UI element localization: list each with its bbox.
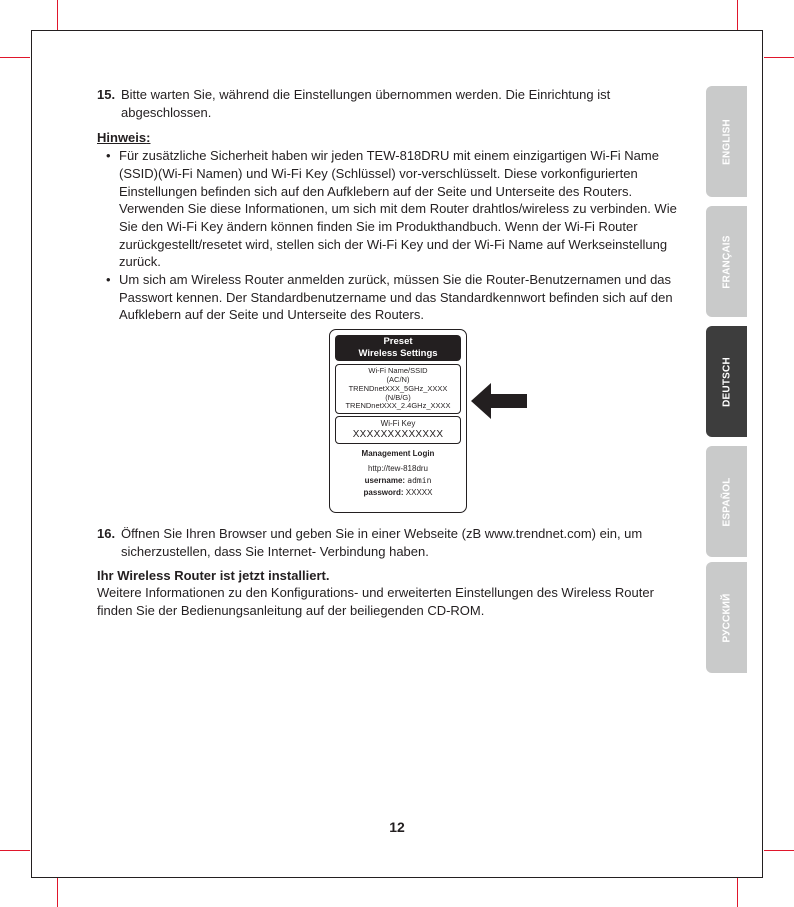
sticker-header: Preset Wireless Settings xyxy=(335,335,461,361)
bullet-line: zurückgestellt/resetet wird, stellen sich der Wi-Fi Key und der Wi-Fi Name auf Werkseinstellung xyxy=(119,236,668,252)
bullet-line: Verwenden Sie diese Informationen, um sich mit dem Router drahtlos/wireless zu verbinden. Wie xyxy=(119,201,677,217)
page-content xyxy=(97,86,697,620)
wifi-name-box: Wi-Fi Name/SSID (AC/N) TRENDnetXXX_5GHz_XXXX (N/B/G) TRENDnetXXX_2.4GHz_XXXX xyxy=(335,364,461,414)
bullet-line: zurück. xyxy=(119,254,161,270)
page-number: 12 xyxy=(389,819,405,835)
bullet-line: Für zusätzliche Sicherheit haben wir jeden TEW-818DRU mit einem einzigartigen Wi-Fi Name xyxy=(119,148,659,164)
info-line: Weitere Informationen zu den Konfigurations- und erweiterten Einstellungen des Wireless Router xyxy=(97,585,654,601)
hint-heading: Hinweis: xyxy=(97,130,151,146)
bullet-line: Einstellungen befinden sich auf den Aufklebern auf der Seite und Unterseite des Routers. xyxy=(119,183,633,199)
bullet-icon: • xyxy=(106,148,111,164)
crop-mark xyxy=(57,877,58,907)
hint-bullet-1 xyxy=(97,147,697,271)
wifi-key-box: Wi-Fi Key XXXXXXXXXXXXX xyxy=(335,416,461,444)
info-line: finden Sie der Bedienungsanleitung auf der beiliegenden CD-ROM. xyxy=(97,602,485,618)
bullet-line: Aufklebern auf der Seite und Unterseite des Routers. xyxy=(119,307,424,323)
hint-bullet-2 xyxy=(97,271,697,324)
password-row: password: XXXXX xyxy=(363,488,433,498)
step-15 xyxy=(97,86,697,121)
management-url: http://tew-818dru xyxy=(367,464,429,474)
tab-deutsch[interactable]: DEUTSCH xyxy=(706,326,747,437)
tab-english[interactable]: ENGLISH xyxy=(706,86,747,197)
installed-heading: Ihr Wireless Router ist jetzt installiert. xyxy=(97,567,330,583)
tab-francais[interactable]: FRANÇAIS xyxy=(706,206,747,317)
crop-mark xyxy=(764,850,794,851)
crop-mark xyxy=(737,877,738,907)
crop-mark xyxy=(0,57,30,58)
crop-mark xyxy=(764,57,794,58)
label-illustration xyxy=(97,329,697,525)
bullet-line: Um sich am Wireless Router anmelden zurück, müssen Sie die Router-Benutzernamen und das xyxy=(119,272,672,288)
crop-mark xyxy=(0,850,30,851)
username-row: username: admin xyxy=(364,476,432,486)
hint-title: Hinweis xyxy=(97,130,147,146)
bullet-icon: • xyxy=(106,272,111,288)
crop-mark xyxy=(737,0,738,30)
step-text-line: Öffnen Sie Ihren Browser und geben Sie in einer Webseite (zB www.trendnet.com) ein, um xyxy=(121,526,643,542)
router-sticker xyxy=(329,329,467,513)
tab-espanol[interactable]: ESPAÑOL xyxy=(706,446,747,557)
bullet-line: (SSID)(Wi-Fi Namen) und Wi-Fi Key (Schlüssel) vor-verschlüsselt. Diese vorkonfigurierten xyxy=(119,165,638,181)
step-text-line: sicherzustellen, dass Sie Internet- Verbindung haben. xyxy=(121,543,429,559)
management-login: Management Login http://tew-818dru username: admin password: XXXXX xyxy=(330,448,466,499)
bullet-line: Passwort kennen. Der Standardbenutzername und das Standardkennwort befinden sich auf den xyxy=(119,289,673,305)
arrow-left-icon xyxy=(471,383,527,419)
step-text-line: Bitte warten Sie, während die Einstellungen übernommen werden. Die Einrichtung ist xyxy=(121,87,611,102)
tab-russian[interactable]: РУССКИЙ xyxy=(706,562,747,673)
step-number: 15. xyxy=(97,87,116,102)
step-text-line: abgeschlossen. xyxy=(121,104,212,120)
bullet-line: Sie den Wi-Fi Key ändern können finden Sie im Produkthandbuch. Wenn der Wi-Fi Router xyxy=(119,218,638,234)
crop-mark xyxy=(57,0,58,30)
step-16 xyxy=(97,525,697,560)
step-number: 16. xyxy=(97,526,116,542)
